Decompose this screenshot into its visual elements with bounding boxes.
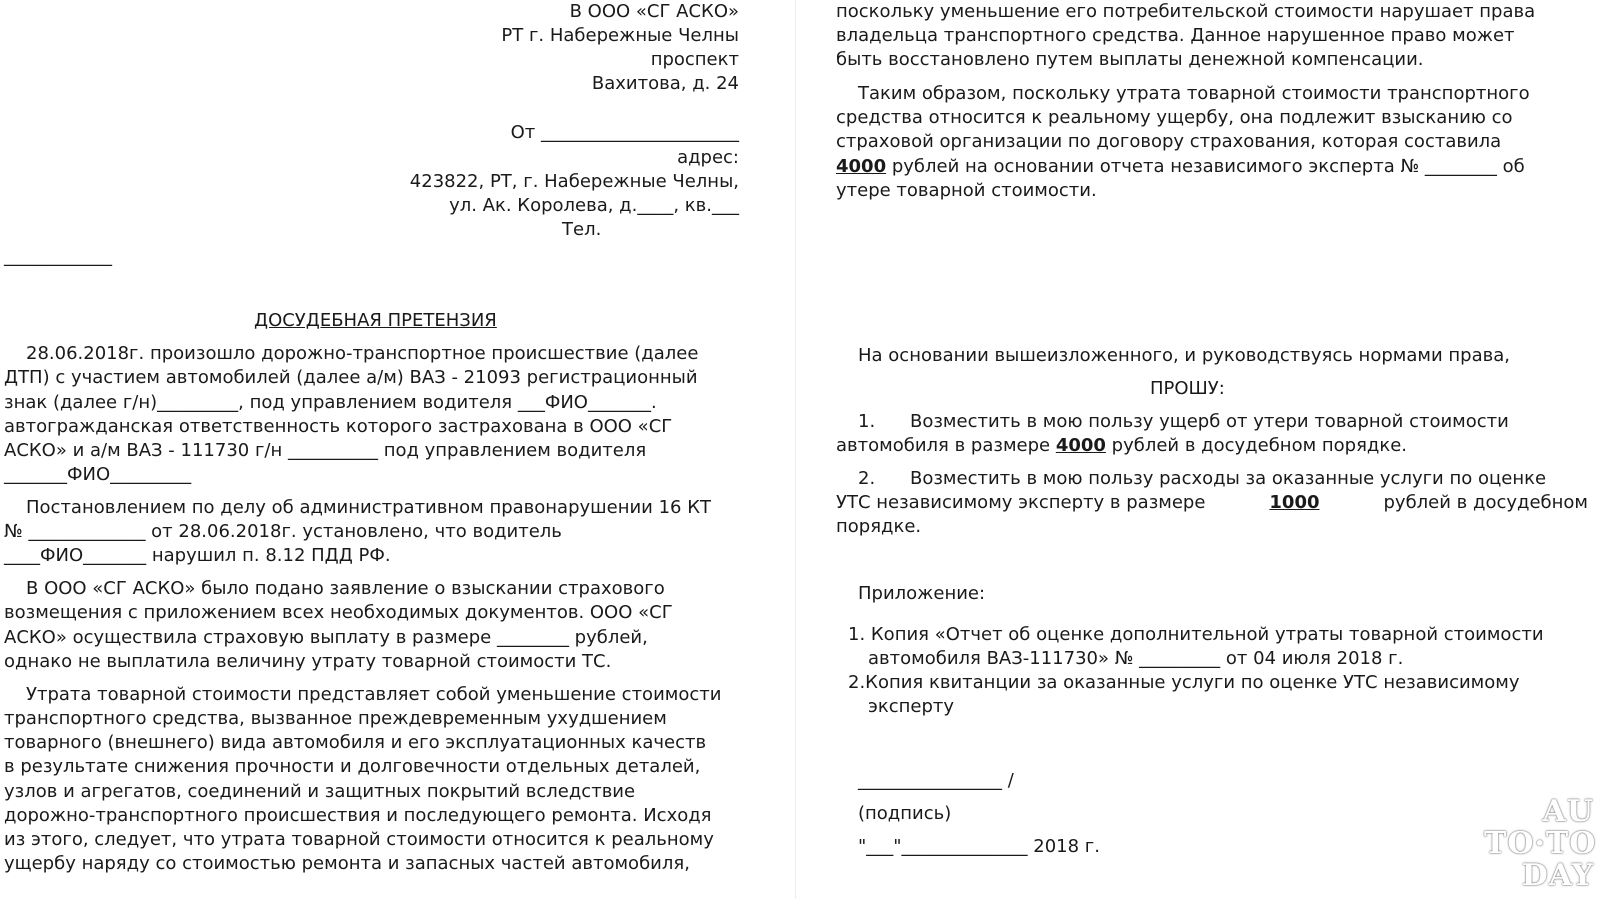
recipient-line-3: проспект [650,49,739,70]
address-label: адрес: [677,147,739,168]
recipient-line-2: РТ г. Набережные Челны [501,25,739,46]
item1-line-2 [836,434,1407,458]
attachment-2-line-2: эксперту [868,696,955,717]
p1-line-5: АСКО» и а/м ВАЗ - 111730 г/н __________ под управлением водителя [4,440,647,461]
item2-amount: 1000 [1269,492,1320,513]
item1-amount: 4000 [1055,435,1106,456]
r-p2-line-1: Таким образом, поскольку утрата товарной стоимости транспортного [858,83,1530,104]
r-p1-line-3: быть восстановлено путем выплаты денежной компенсации. [836,49,1424,70]
p4-line-6: дорожно-транспортного происшествия и последующего ремонта. Исходя [4,805,712,826]
autotoday-watermark [1484,794,1597,893]
item2-line-1: Возместить в мою пользу расходы за оказанные услуги по оценке [910,468,1547,489]
r-p2-line-4-text: рублей на основании отчета независимого эксперта № ________ об [886,156,1525,177]
item2-line-2-pre: УТС независимому эксперту в размере [836,492,1206,513]
phone-label: Тел. [562,219,602,240]
p1-line-3: знак (далее г/н)_________, под управлением водителя ___ФИО_______. [4,392,657,413]
r-p2-line-5: утере товарной стоимости. [836,180,1097,201]
watermark-line-1: AU [1542,794,1594,829]
recipient-line-4: Вахитова, д. 24 [591,73,739,94]
p4-line-2: транспортного средства, вызванное преждевременным ухудшением [4,708,667,729]
p4-line-7: из этого, следует, что утрата товарной стоимости относится к реальному [4,829,714,850]
p3-line-3: АСКО» осуществила страховую выплату в размере ________ рублей, [4,627,648,648]
p4-line-4: в результате снижения прочности и долговечности отдельных деталей, [4,756,701,777]
attachment-1-line-1: 1. Копия «Отчет об оценке дополнительной утраты товарной стоимости [848,624,1544,645]
p2-line-2: № _____________ от 28.06.2018г. установлено, что водитель [4,521,562,542]
attachments-label: Приложение: [858,583,986,604]
recipient-line-1: В ООО «СГ АСКО» [569,1,739,22]
p4-line-3: товарного (внешнего) вида автомобиля и его эксплуатационных качеств [4,732,707,753]
item1-line-2-pre: автомобиля в размере [836,435,1056,456]
p4-line-5: узлов и агрегатов, соединений и защитных покрытий вследствие [4,781,636,802]
p3-line-4: однако не выплатила величину утрату товарной стоимости ТС. [4,651,612,672]
r-p2-line-2: средства относится к реальному ущербу, она подлежит взысканию со [836,107,1513,128]
document-title: ДОСУДЕБНАЯ ПРЕТЕНЗИЯ [254,310,497,331]
r-p2-line-3: страховой организации по договору страхования, которая составила [836,131,1502,152]
phone-blank: ____________ [4,246,112,267]
p1-line-4: автогражданская ответственность которого застрахована в ООО «СГ [4,416,673,437]
watermark-line-2: TO·TO [1484,826,1597,861]
request-heading: ПРОШУ: [1150,378,1225,399]
p2-line-3: ____ФИО_______ нарушил п. 8.12 ПДД РФ. [4,545,391,566]
attachment-2-line-1: 2.Копия квитанции за оказанные услуги по оценке УТС независимому [848,672,1520,693]
item2-line-2 [836,491,1588,515]
item2-line-3: порядке. [836,516,922,537]
signature-line: ________________ / [858,770,1014,791]
p1-line-1: 28.06.2018г. произошло дорожно-транспортное происшествие (далее [26,343,699,364]
address-line-2: ул. Ак. Королева, д.____, кв.___ [449,195,739,216]
item1-line-2-post: рублей в досудебном порядке. [1105,435,1408,456]
p4-line-8: ущербу наряду со стоимостью ремонта и запасных частей автомобиля, [4,853,690,874]
p2-line-1: Постановлением по делу об административном правонарушении 16 КТ [26,497,711,518]
item2-line-2-post: рублей в досудебном [1383,492,1588,513]
r-p2-line-4 [836,155,1525,179]
p1-line-2: ДТП) с участием автомобилей (далее а/м) ВАЗ - 21093 регистрационный [4,367,698,388]
item1-line-1: Возместить в мою пользу ущерб от утери товарной стоимости [910,411,1509,432]
p4-line-1: Утрата товарной стоимости представляет собой уменьшение стоимости [26,684,722,705]
r-p1-line-1: поскольку уменьшение его потребительской стоимости нарушает права [836,1,1536,22]
column-divider [795,0,796,899]
sender-line: От ______________________ [510,122,739,143]
item2-number: 2. [858,468,876,489]
r-p1-line-2: владельца транспортного средства. Данное нарушенное право может [836,25,1515,46]
watermark-line-3: DAY [1521,858,1594,893]
attachment-1-line-2: автомобиля ВАЗ-111730» № _________ от 04 июля 2018 г. [868,648,1404,669]
p3-line-2: возмещения с приложением всех необходимых документов. ООО «СГ [4,602,673,623]
item1-number: 1. [858,411,876,432]
basis-line: На основании вышеизложенного, и руководствуясь нормами права, [858,345,1510,366]
signature-label: (подпись) [858,803,952,824]
p3-line-1: В ООО «СГ АСКО» было подано заявление о взыскании страхового [26,578,665,599]
address-line-1: 423822, РТ, г. Набережные Челны, [409,171,739,192]
p1-line-6: _______ФИО_________ [4,464,192,485]
utc-amount: 4000 [836,156,887,177]
date-line: "___"______________ 2018 г. [858,836,1100,857]
